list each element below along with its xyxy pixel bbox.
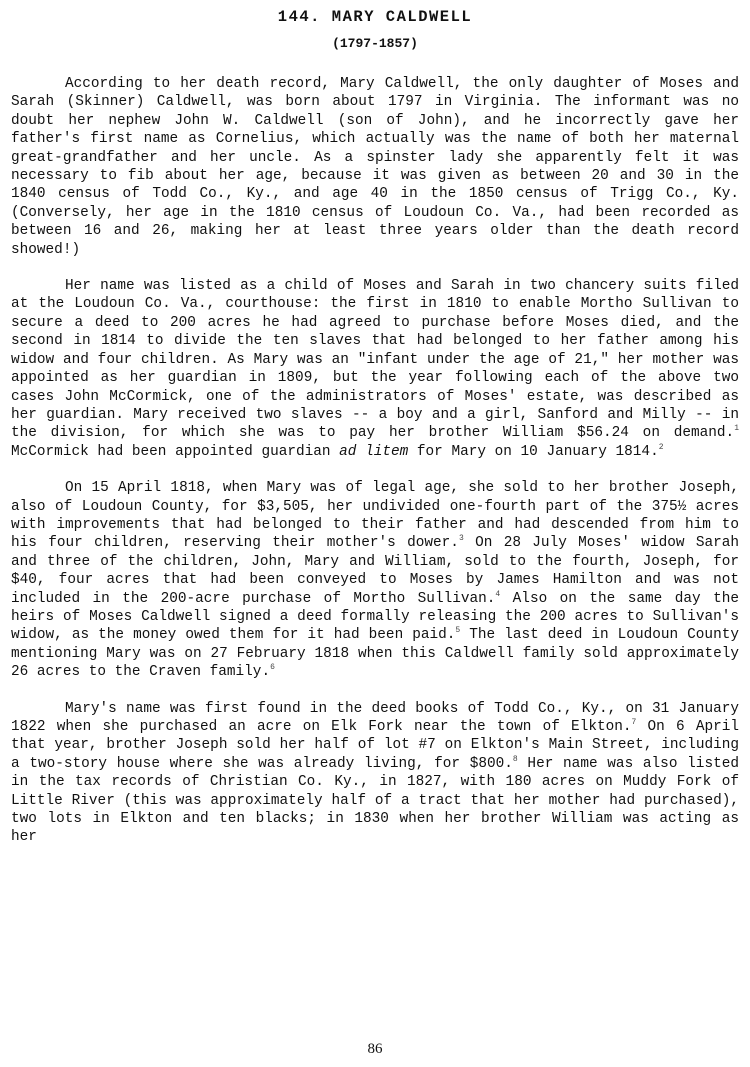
paragraph-text: Her name was listed as a child of Moses and Sarah in two chancery suits filed at the Loudoun Co. Va., courthouse: the first in 1810 to enable Mortho Sullivan to secure a deed to 200 acres he had agreed to purchase before Moses died, and the second in 1814 to divide the ten slaves that had belonged to her father among his widow and four children. As Mary was an "infant under the age of 21," her mother was appointed as her guardian in 1809, but the year following each of the above two cases John McCormick, one of the administrators of Moses' estate, was described as her guardian. Mary received two slaves -- a boy and a girl, Sanford and Milly -- in the division, for which she was to pay her brother William $56.24 on demand. xyxy=(11,278,739,442)
paragraph-4 xyxy=(11,700,739,847)
footnote-marker: 5 xyxy=(455,626,461,636)
life-dates: (1797-1857) xyxy=(332,36,418,51)
paragraph-text: Also on the same day the heirs of Moses Caldwell signed a deed formally releasing the 200 acres to Sullivan's widow, as the money owed them for it had been paid. xyxy=(11,590,739,644)
paragraph-text: On 6 April that year, brother Joseph sold her half of lot #7 on Elkton's Main Street, including a two-story house where she was already living, for $800. xyxy=(11,719,740,772)
paragraph-text: McCormick had been appointed guardian xyxy=(11,443,340,460)
footnote-marker: 1 xyxy=(734,424,739,434)
paragraph-text: According to her death record, Mary Caldwell, the only daughter of Moses and Sarah (Skinner) Caldwell, was born about 1797 in Virginia. The informant was no doubt her nephew John W. Caldwell (son of John), and he incorrectly gave her father's first name as Cornelius, which actually was the name of both her maternal great-grandfather and her uncle. As a spinster lady she apparently felt it was necessary to fib about her age, because it was given as between 20 and 30 in the 1840 census of Todd Co., Ky., and age 40 in the 1850 census of Trigg Co., Ky. (Conversely, her age in the 1810 census of Loudoun Co. Va., had been recorded as between 16 and 26, making her at least three years older than the death record showed!) xyxy=(11,76,739,258)
paragraph-text: On 28 July Moses' widow Sarah and three of the children, John, Mary and William, sold to the fourth, Joseph, for $40, four acres that had been conveyed to Moses by James Hamilton and was not included in the 200-acre purchase of Mortho Sullivan. xyxy=(11,535,739,607)
page-number: 86 xyxy=(367,1041,383,1057)
italic-term: ad litem xyxy=(339,443,409,460)
footnote-marker: 8 xyxy=(512,755,518,765)
footnote-marker: 7 xyxy=(631,718,637,728)
footnote-marker: 2 xyxy=(658,442,664,452)
paragraph-2 xyxy=(11,277,739,461)
footnote-marker: 6 xyxy=(270,663,275,673)
footnote-marker: 4 xyxy=(495,589,501,599)
footnote-marker: 3 xyxy=(458,534,464,544)
paragraph-3 xyxy=(11,479,739,681)
paragraph-text: Her name was also listed in the tax records of Christian Co. Ky., in 1827, with 180 acres on Muddy Fork of Little River (this was approximately half of a tract that her mother had purchased), two lots in Elkton and ten blacks; in 1830 when her brother William was acting as her xyxy=(11,755,739,846)
paragraph-1 xyxy=(11,75,739,259)
paragraph-text: for Mary on 10 January 1814. xyxy=(408,443,659,460)
paragraph-text: The last deed in Loudoun County mentioning Mary was on 27 February 1818 when this Caldwell family sold approximately 26 acres to the Craven family. xyxy=(11,627,739,681)
page-title: 144. MARY CALDWELL xyxy=(277,8,473,26)
paragraph-text: Mary's name was first found in the deed books of Todd Co., Ky., on 31 January 1822 when she purchased an acre on Elk Fork near the town of Elkton. xyxy=(11,700,739,735)
document-page xyxy=(11,8,739,847)
paragraph-text: On 15 April 1818, when Mary was of legal age, she sold to her brother Joseph, also of Loudoun County, for $3,505, her undivided one-fourth part of the 375½ acres with improvements that had belonged to their father and had descended from him to his four children, reserving their mother's dower. xyxy=(11,480,739,552)
